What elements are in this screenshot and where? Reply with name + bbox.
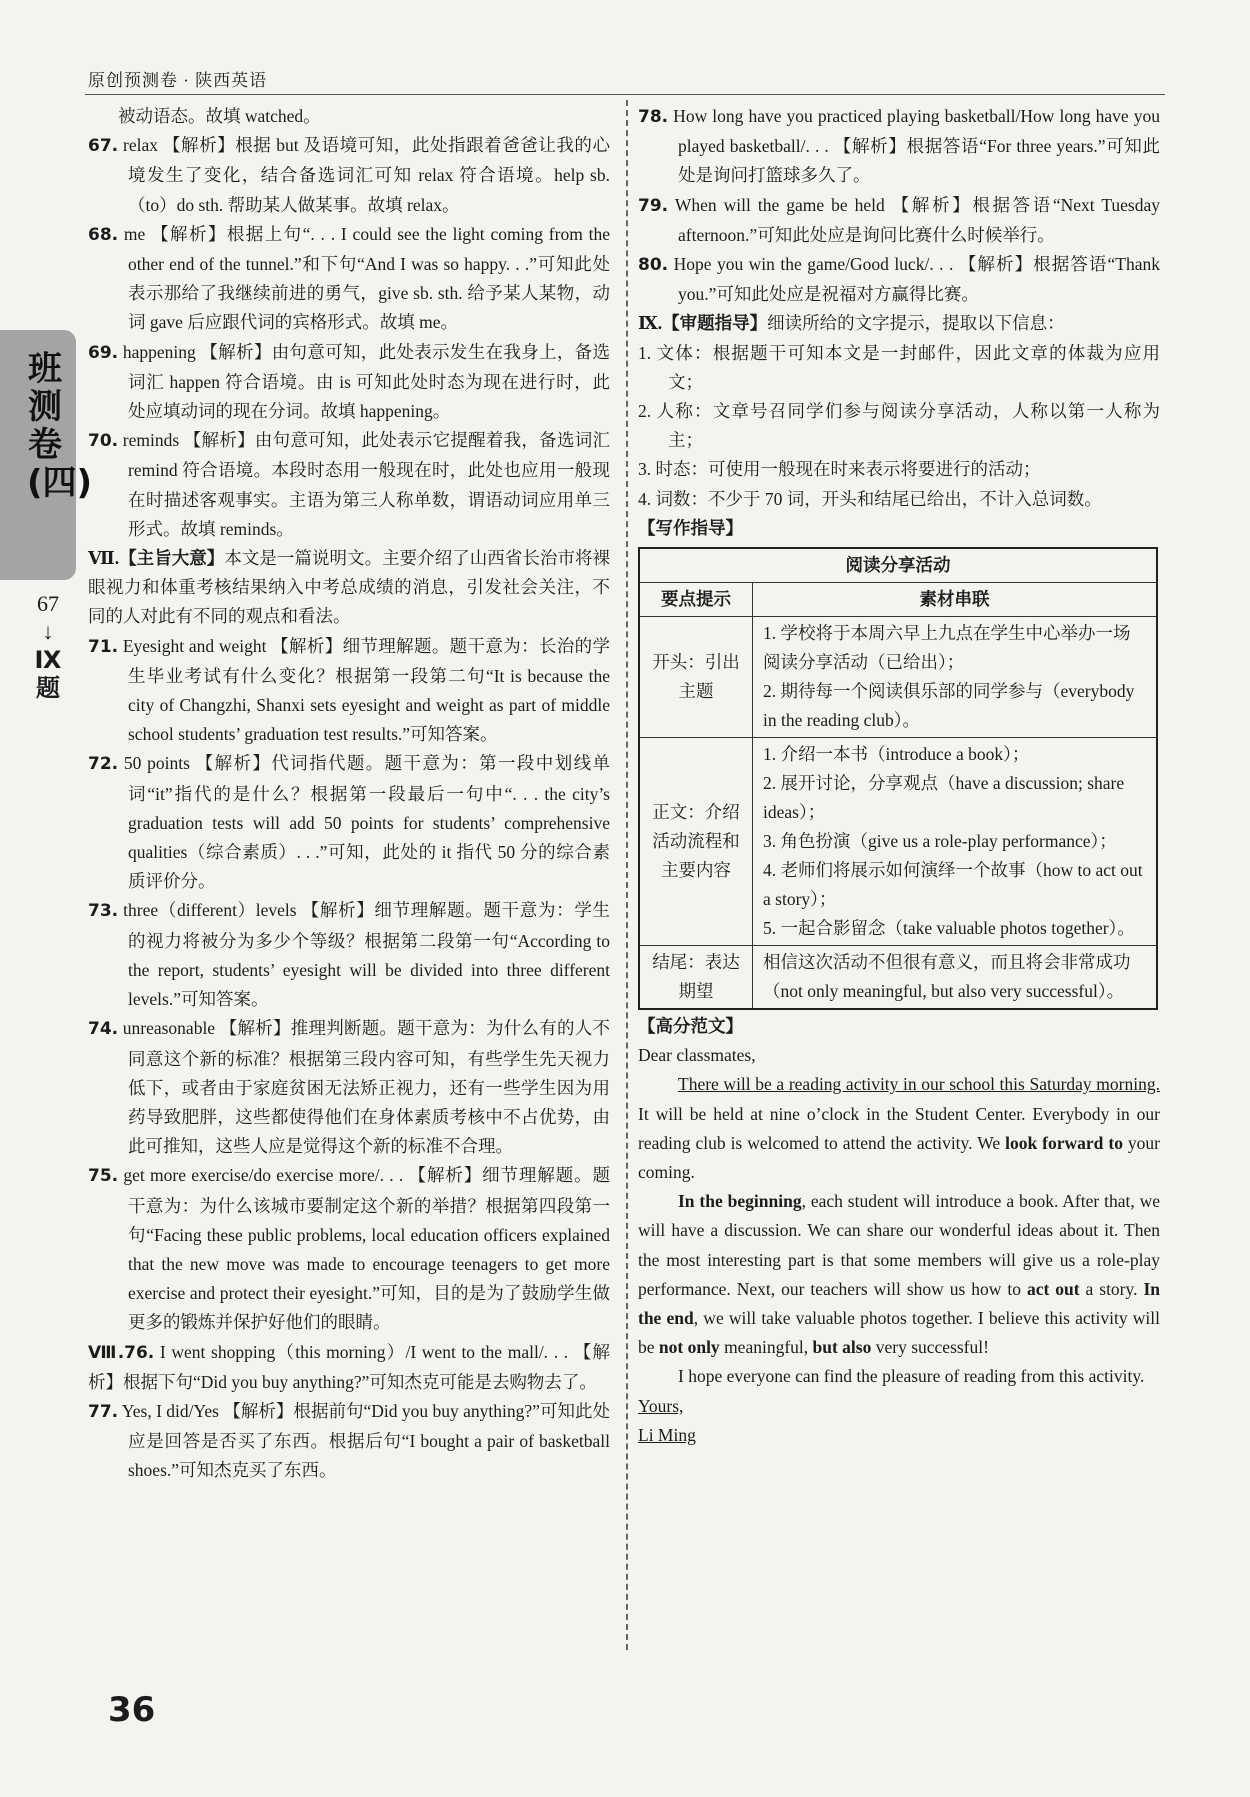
table-title: 阅读分享活动 [639,548,1157,583]
table-cell-value [753,738,1158,946]
running-header: 原创预测卷 · 陕西英语 [88,71,268,90]
side-tab-label: 班测卷(四) [27,349,93,503]
range-suffix: 题 [36,674,60,702]
table-header-key: 要点提示 [639,583,753,617]
essay-paragraph-3: I hope everyone can find the pleasure of reading from this activity. [678,1366,1145,1387]
guidance-item-1: 1. 文体：根据题干可知本文是一封邮件，因此文章的体裁为应用文； [638,342,1160,392]
guidance-item-2: 2. 人称：文章号召同学们参与阅读分享活动，人称以第一人称为主； [638,401,1160,451]
table-header-row [639,583,1157,617]
continued-answer: 被动语态。故填 watched。 [118,106,321,126]
section-7-summary: Ⅶ.【主旨大意】本文是一篇说明文。主要介绍了山西省长治市将裸眼视力和体重考核结果纳入中考总成绩的消息，引发社会关注，不同的人对此有不同的观点和看法。 [88,548,611,627]
answer-68: 68. me 【解析】根据上句“. . . I could see the light coming from the other end of the tunnel.”和下句“And I was so happy. . .”可知此处表示那给了我继续前进的勇气，give sb. sth. 给予某人某物，动词 gave 后应跟代词的宾格形式。故填 me。 [88,223,610,333]
range-start: 67 [37,591,59,616]
header-rule [85,94,1165,95]
table-line: 1. 学校将于本周六早上九点在学生中心举办一场阅读分享活动（已给出）； [763,623,1131,673]
table-row [639,946,1157,1010]
table-header-value: 素材串联 [753,583,1158,617]
essay-closing: Yours, [638,1395,684,1416]
range-end: Ⅸ [34,646,62,674]
answer-67: 67. relax 【解析】根据 but 及语境可知，此处指跟着爸爸让我的心境发生了变化，结合备选词汇可知 relax 符合语境。help sb.（to）do sth. 帮助某人做某事。故填 relax。 [88,135,610,215]
table-row [639,617,1157,738]
table-line: 3. 角色扮演（give us a role-play performance）； [763,831,1117,852]
essay-greeting: Dear classmates, [638,1045,756,1066]
down-arrow-icon: ↓ [42,619,54,644]
table-line: 2. 展开讨论，分享观点（have a discussion; share ideas）； [763,773,1125,823]
answer-74: 74. unreasonable 【解析】推理判断题。题干意为：为什么有的人不同意这个新的标准？根据第三段内容可知，有些学生先天视力低下，或者由于家庭贫困无法矫正视力，还有一些学生因为用药导致肥胖，这些都使得他们在身体素质考核中不占优势，由此可推知，这些人应是觉得这个新的标准不合理。 [88,1018,610,1157]
question-range [30,590,66,702]
answer-79: 79. When will the game be held 【解析】根据答语“Next Tuesday afternoon.”可知此处应是询问比赛什么时候举行。 [638,194,1160,245]
model-essay [638,1041,1160,1450]
column-divider [626,100,628,1650]
model-essay-heading: 【高分范文】 [638,1016,743,1037]
essay-paragraph-2: In the beginning, each student will introduce a book. After that, we will have a discussion. We can share our wonderful ideas about it. Then the most interesting part is that some members will give us a role-play performance. Next, our teachers will show us how to act out a story. In the end, we will take valuable photos together. I believe this activity will be not only meaningful, but also very successful! [638,1191,1161,1358]
essay-signature: Li Ming [638,1424,696,1445]
left-column [88,102,610,1486]
answer-76: Ⅷ.76. I went shopping（this morning）/I went to the mall/. . . 【解析】根据下句“Did you buy anything?”可知杰克可能是去购物去了。 [88,1341,610,1392]
table-title-row [639,548,1157,583]
answer-72: 72. 50 points 【解析】代词指代题。题干意为：第一段中划线单词“it”指代的是什么？根据第一段最后一句中“. . . the city’s graduation tests will add 50 points for students’ comprehensive qualities（综合素质）. . .”可知，此处的 it 指代 50 分的综合素质评价分。 [88,753,610,892]
answer-75: 75. get more exercise/do exercise more/. . . 【解析】细节理解题。题干意为：为什么该城市要制定这个新的举措？根据第四段第一句“Facing these public problems, local education officers explained that the new move was made to encourage teenagers to get more exercise and protect their eyesight.”可知，目的是为了鼓励学生做更多的锻炼并保护好他们的眼睛。 [88,1165,610,1333]
table-cell-key: 正文：介绍活动流程和主要内容 [639,738,753,946]
answer-80: 80. Hope you win the game/Good luck/. . . 【解析】根据答语“Thank you.”可知此处应是祝福对方赢得比赛。 [638,254,1160,305]
answer-77: 77. Yes, I did/Yes 【解析】根据前句“Did you buy anything?”可知此处应是回答是否买了东西。根据后句“I bought a pair of basketball shoes.”可知杰克买了东西。 [88,1400,610,1481]
writing-guide-table [638,547,1158,1010]
right-column [638,102,1160,1450]
table-line: 1. 介绍一本书（introduce a book）； [763,744,1030,765]
section-9-guidance: Ⅸ.【审题指导】细读所给的文字提示，提取以下信息： [638,313,1065,334]
guidance-item-3: 3. 时态：可使用一般现在时来表示将要进行的活动； [638,459,1041,480]
table-cell-key: 结尾：表达期望 [639,946,753,1010]
table-line: 4. 老师们将展示如何演绎一个故事（how to act out a story）； [763,860,1143,910]
table-line: 2. 期待每一个阅读俱乐部的同学参与（everybody in the reading club）。 [763,681,1135,731]
essay-paragraph-1: There will be a reading activity in our school this Saturday morning. It will be held at nine o’clock in the Student Center. Everybody in our reading club is welcomed to attend the activity. We look forward to your coming. [638,1074,1161,1183]
answer-71: 71. Eyesight and weight 【解析】细节理解题。题干意为：长治的学生毕业考试有什么变化？根据第一段第二句“It is because the city of Changzhi, Shanxi sets eyesight and weight as part of middle school students’ graduation test results.”可知答案。 [88,635,610,745]
answer-69: 69. happening 【解析】由句意可知，此处表示发生在我身上，备选词汇 happen 符合语境。由 is 可知此处时态为现在进行时，此处应填动词的现在分词。故填 happening。 [88,341,610,422]
table-line: 5. 一起合影留念（take valuable photos together）。 [763,918,1135,939]
answer-70: 70. reminds 【解析】由句意可知，此处表示它提醒着我，备选词汇 remind 符合语境。本段时态用一般现在时，此处也应用一般现在时描述客观事实。主语为第三人称单数，谓语动词应用单三形式。故填 reminds。 [88,430,610,539]
guidance-item-4: 4. 词数：不少于 70 词，开头和结尾已给出，不计入总词数。 [638,488,1102,509]
page-number: 36 [108,1690,156,1730]
table-cell-key: 开头：引出主题 [639,617,753,738]
table-cell-value: 相信这次活动不但很有意义，而且将会非常成功（not only meaningful, but also very successful）。 [753,946,1158,1010]
table-cell-value [753,617,1158,738]
table-row [639,738,1157,946]
answer-73: 73. three（different）levels 【解析】细节理解题。题干意为：学生的视力将被分为多少个等级？根据第二段第一句“According to the report, students’ eyesight will be divided into three different levels.”可知答案。 [88,900,610,1010]
answer-78: 78. How long have you practiced playing basketball/How long have you played basketball/. . . 【解析】根据答语“For three years.”可知此处是询问打篮球多久了。 [638,106,1160,186]
writing-guide-heading: 【写作指导】 [638,517,743,538]
